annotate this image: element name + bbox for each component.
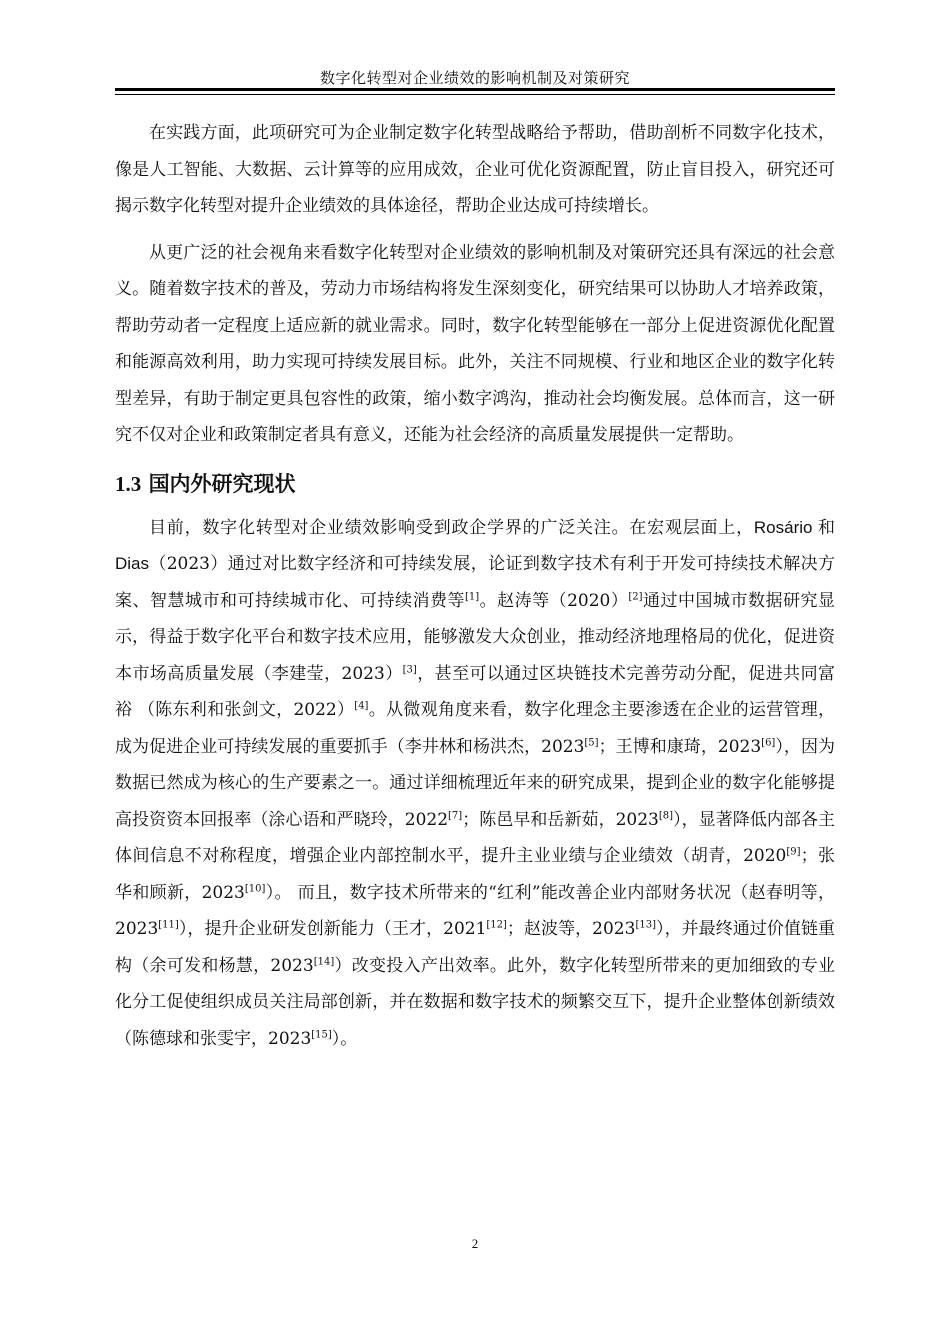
text-span: ），并最终通过价值链重构（余可发和杨慧，2023 xyxy=(115,919,836,976)
text-span: 。赵涛等（2020） xyxy=(479,590,629,611)
section-heading xyxy=(115,462,835,506)
paragraph-practice: 在实践方面，此项研究可为企业制定数字化转型战略给予帮助，借助剖析不同数字化技术，像是人工智能、大数据、云计算等的应用成效，企业可优化资源配置，防止盲目投入，研究还可揭示数字化转型对提升企业绩效的具体途径，帮助企业达成可持续增长。 xyxy=(115,123,835,216)
text-span: ；赵波等，2023 xyxy=(506,919,636,939)
citation-ref: [6] xyxy=(761,736,776,748)
text-span: ；陈邑早和岳新茹，2023 xyxy=(462,809,659,830)
text-span: 目前，数字化转型对企业绩效影响受到政企学界的广泛关注。在宏观层面上， xyxy=(149,517,754,538)
citation-ref: [15] xyxy=(311,1028,332,1040)
citation-ref: [12] xyxy=(486,919,507,931)
text-span: ）。 而且，数字技术所带来的“红利”能改善企业内部财务状况（赵春明等，2023 xyxy=(115,882,835,939)
text-span: 通过中国城市数据研究显示，得益于数字化平台和数字技术应用，能够激发大众创业，推动经济地理格局的优化，促进资本市场高质量发展（李建莹，2023） xyxy=(115,590,836,684)
text-span: ；王博和康琦，2023 xyxy=(598,736,762,757)
text-span: ）改变投入产出效率。此外，数字化转型所带来的更加细致的专业化分工促使组织成员关注局部创新，并在数据和数字技术的频繁交互下，提升企业整体创新绩效（陈德球和张雯宇，2023 xyxy=(115,955,836,1049)
running-header-title: 数字化转型对企业绩效的影响机制及对策研究 xyxy=(319,69,630,87)
section-number: 1.3 xyxy=(115,471,142,496)
text-span: 。从微观角度来看，数字化理念主要渗透在企业的运营管理，成为促进企业可持续发展的重要抓手（李井林和杨洪杰，2023 xyxy=(115,700,835,757)
text-span: ），提升企业研发创新能力（王才，2021 xyxy=(178,919,487,939)
text-span: （2023）通过对比数字经济和可持续发展，论证到数字技术有利于开发可持续技术解决方案、智慧城市和可持续城市化、可持续消费等 xyxy=(115,554,835,611)
paragraph-research-status xyxy=(115,510,835,1058)
header-rule-thick xyxy=(115,88,835,91)
text-span: ；张华和顾新，2023 xyxy=(115,846,836,903)
page-number: 2 xyxy=(471,1236,479,1251)
citation-ref: [5] xyxy=(584,736,599,748)
text-span: ，甚至可以通过区块链技术完善劳动分配，促进共同富裕 （陈东利和张剑文，2022） xyxy=(115,663,836,720)
citation-ref: [1] xyxy=(464,590,480,602)
paragraph-society: 从更广泛的社会视角来看数字化转型对企业绩效的影响机制及对策研究还具有深远的社会意义。随着数字技术的普及，劳动力市场结构将发生深刻变化，研究结果可以协助人才培养政策，帮助劳动者一定程度上适应新的就业需求。同时，数字化转型能够在一部分上促进资源优化配置和能源高效利用，助力实现可持续发展目标。此外，关注不同规模、行业和地区企业的数字化转型差异，有助于制定更具包容性的政策，缩小数字鸿沟，推动社会均衡发展。总体而言，这一研究不仅对企业和政策制定者具有意义，还能为社会经济的高质量发展提供一定帮助。 xyxy=(115,242,835,445)
citation-ref: [10] xyxy=(244,882,266,894)
citation-ref: [7] xyxy=(448,809,463,821)
citation-ref: [14] xyxy=(313,955,335,967)
citation-ref: [8] xyxy=(658,809,674,821)
text-span: ），显著降低内部各主体间信息不对称程度，增强企业内部控制水平，提升主业业绩与企业绩效（胡青，2020 xyxy=(115,809,835,866)
citation-ref: [13] xyxy=(635,919,656,931)
citation-ref: [4] xyxy=(354,700,369,712)
text-span: ），因为数据已然成为核心的生产要素之一。通过详细梳理近年来的研究成果，提到企业的数字化能够提高投资资本回报率（涂心语和严晓玲，2022 xyxy=(115,736,836,830)
citation-ref: [11] xyxy=(158,919,179,931)
citation-ref: [9] xyxy=(786,846,801,858)
document-body xyxy=(115,115,835,1057)
section-title: 国内外研究现状 xyxy=(148,471,296,496)
text-span: Rosário 和 Dias xyxy=(115,517,835,573)
citation-ref: [3] xyxy=(402,663,417,675)
header-rule-thin xyxy=(115,94,835,95)
citation-ref: [2] xyxy=(628,590,643,602)
text-span: ）。 xyxy=(331,1028,358,1049)
